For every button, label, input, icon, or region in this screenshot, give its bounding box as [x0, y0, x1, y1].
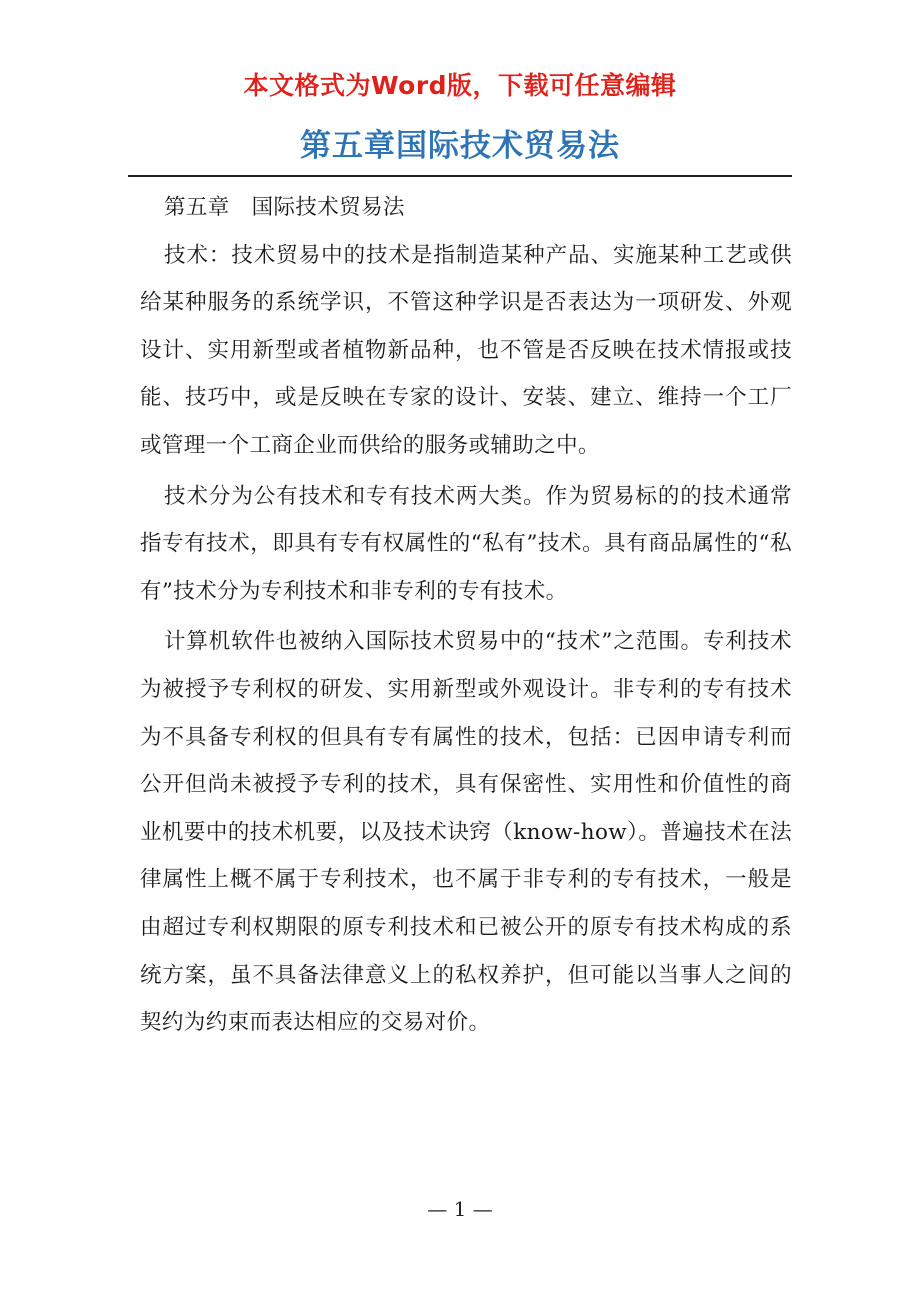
- paragraph-technology-types: 技术分为公有技术和专有技术两大类。作为贸易标的的技术通常指专有技术，即具有专有权属性的“私有”技术。具有商品属性的“私有”技术分为专利技术和非专利的专有技术。: [140, 483, 792, 604]
- chapter-heading: 第五章 国际技术贸易法: [164, 195, 405, 220]
- page-number: — 1 —: [427, 1197, 493, 1221]
- paragraph-software-and-patents: 计算机软件也被纳入国际技术贸易中的“技术”之范围。专利技术为被授予专利权的研发、实用新型或外观设计。非专利的专有技术为不具备专利权的但具有专有属性的技术，包括：已因申请专利而公开但尚未被授予专利的技术，具有保密性、实用性和价值性的商业机要中的技术机要，以及技术诀窍（know-how）。普遍技术在法律属性上概不属于专利技术，也不属于非专利的专有技术，一般是由超过专利权期限的原专利技术和已被公开的原专有技术构成的系统方案，虽不具备法律意义上的私权养护，但可能以当事人之间的契约为约束而表达相应的交易对价。: [140, 629, 792, 1036]
- title-divider: [128, 175, 792, 177]
- format-banner: 本文格式为Word版，下载可任意编辑: [243, 71, 677, 100]
- paragraph-technology-definition: 技术：技术贸易中的技术是指制造某种产品、实施某种工艺或供给某种服务的系统学识，不管这种学识是否表达为一项研发、外观设计、实用新型或者植物新品种，也不管是否反映在技术情报或技能、技巧中，或是反映在专家的设计、安装、建立、维持一个工厂或管理一个工商企业而供给的服务或辅助之中。: [140, 242, 792, 458]
- document-body: [140, 184, 792, 1047]
- document-title: 第五章国际技术贸易法: [300, 128, 620, 164]
